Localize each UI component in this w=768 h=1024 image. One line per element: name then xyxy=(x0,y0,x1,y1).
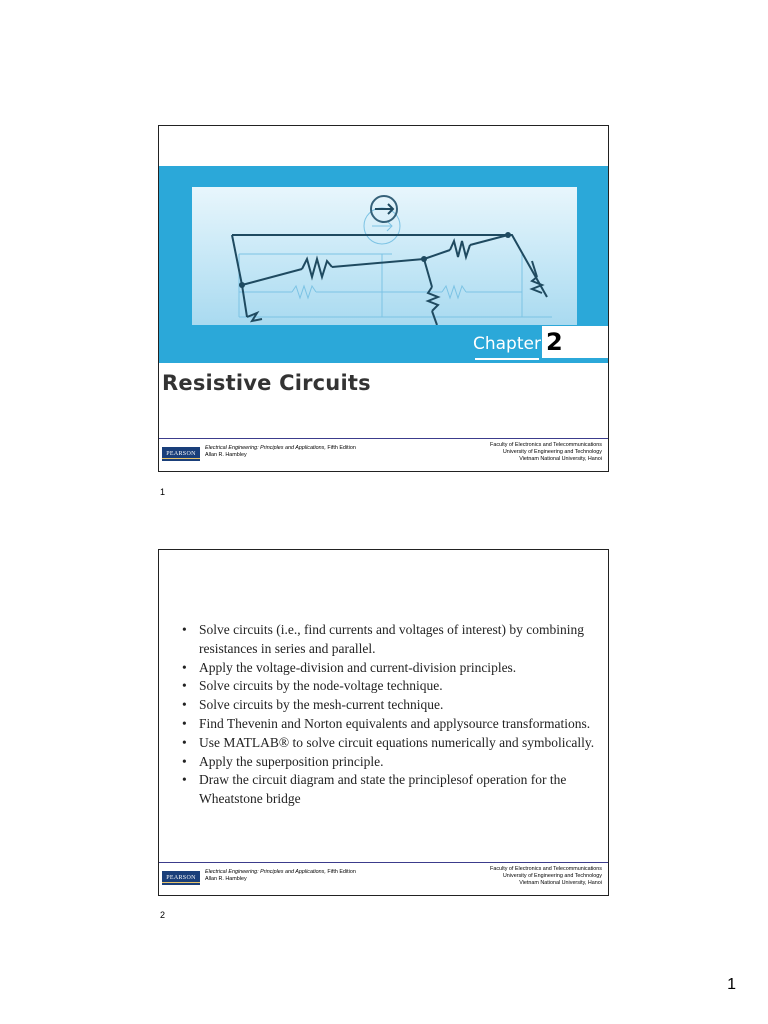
institution-line-2: University of Engineering and Technology xyxy=(502,873,602,879)
chapter-underline xyxy=(475,358,539,360)
book-reference xyxy=(205,445,356,459)
institution-info xyxy=(490,442,602,463)
slide-2 xyxy=(158,549,609,896)
slide-title: Resistive Circuits xyxy=(162,371,371,395)
slide-2-number: 2 xyxy=(160,910,166,920)
circuit-diagram-graphic xyxy=(192,187,577,325)
institution-line-3: Vietnam National University, Hanoi xyxy=(519,880,602,886)
objective-item: • Apply the superposition principle. xyxy=(177,753,597,772)
pearson-logo: PEARSON xyxy=(162,447,200,461)
slide-1-number: 1 xyxy=(160,487,166,497)
circuit-illustration xyxy=(192,187,577,325)
objective-item: • Solve circuits by the mesh-current technique. xyxy=(177,696,597,715)
objective-item: • Find Thevenin and Norton equivalents and applysource transformations. xyxy=(177,715,597,734)
objectives-list xyxy=(177,621,597,809)
institution-info xyxy=(490,866,602,887)
book-edition: Fifth Edition xyxy=(325,869,356,875)
chapter-label: Chapter xyxy=(473,334,541,354)
institution-line-1: Faculty of Electronics and Telecommunications xyxy=(490,442,602,448)
institution-line-2: University of Engineering and Technology xyxy=(502,449,602,455)
institution-line-3: Vietnam National University, Hanoi xyxy=(519,456,602,462)
objective-item: • Apply the voltage-division and current-division principles. xyxy=(177,659,597,678)
book-reference xyxy=(205,869,356,883)
book-author: Allan R. Hambley xyxy=(205,452,247,458)
book-author: Allan R. Hambley xyxy=(205,876,247,882)
slide-1 xyxy=(158,125,609,472)
book-title: Electrical Engineering: Principles and Applications, xyxy=(205,445,326,451)
objective-item: • Draw the circuit diagram and state the principlesof operation for the Wheatstone bridge xyxy=(177,771,597,809)
chapter-number: 2 xyxy=(542,326,608,358)
book-edition: Fifth Edition xyxy=(325,445,356,451)
page-number: 1 xyxy=(727,976,736,993)
objective-item: • Solve circuits (i.e., find currents and voltages of interest) by combining resistances in series and parallel. xyxy=(177,621,597,659)
slide-footer xyxy=(159,438,608,471)
institution-line-1: Faculty of Electronics and Telecommunications xyxy=(490,866,602,872)
pearson-logo: PEARSON xyxy=(162,871,200,885)
book-title: Electrical Engineering: Principles and Applications, xyxy=(205,869,326,875)
slide-footer xyxy=(159,862,608,895)
objective-item: • Solve circuits by the node-voltage technique. xyxy=(177,677,597,696)
objective-item: • Use MATLAB® to solve circuit equations numerically and symbolically. xyxy=(177,734,597,753)
